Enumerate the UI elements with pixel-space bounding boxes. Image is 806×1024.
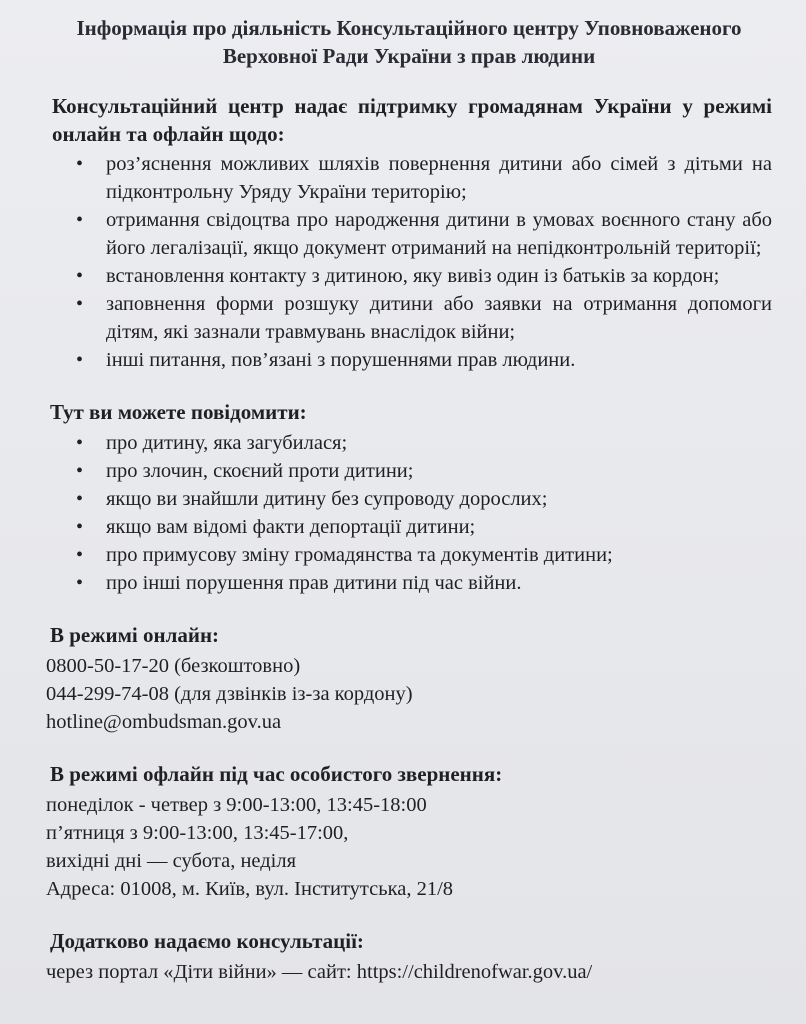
portal-line: через портал «Діти війни» — сайт: https://childrenofwar.gov.ua/ <box>46 961 593 983</box>
schedule-friday: п’ятниця з 9:00-13:00, 13:45-17:00, <box>46 822 349 844</box>
list-item: • про примусову зміну громадянства та документів дитини; <box>70 541 772 569</box>
list-item: • інші питання, пов’язані з порушеннями прав людини. <box>70 346 772 374</box>
document-title <box>46 14 772 70</box>
schedule-mon-thu: понеділок - четвер з 9:00-13:00, 13:45-18:00 <box>46 794 427 816</box>
services-list <box>46 150 772 374</box>
free-phone-number: 0800-50-17-20 (безкоштовно) <box>46 655 301 677</box>
abroad-phone-number: 044-299-74-08 (для дзвінків із-за кордону) <box>46 683 413 705</box>
offline-schedule <box>46 791 772 903</box>
online-contacts <box>46 652 772 736</box>
schedule-weekend: вихідні дні — субота, неділя <box>46 850 297 872</box>
list-item: • про злочин, скоєний проти дитини; <box>70 457 772 485</box>
intro-paragraph: Консультаційний центр надає підтримку громадянам України у режимі онлайн та офлайн щодо: <box>52 94 772 146</box>
list-item: • заповнення форми розшуку дитини або заявки на отримання допомоги дітям, які зазнали травмувань внаслідок війни; <box>70 290 772 346</box>
list-item: • встановлення контакту з дитиною, яку вивіз один із батьків за кордон; <box>70 262 772 290</box>
hotline-email: hotline@ombudsman.gov.ua <box>46 711 282 733</box>
list-item: • про інші порушення прав дитини під час війни. <box>70 569 772 597</box>
offline-heading: В режимі офлайн під час особистого звернення: <box>50 762 503 786</box>
list-item: • про дитину, яка загубилася; <box>70 429 772 457</box>
title-line-1: Інформація про діяльність Консультаційного центру Уповноваженого <box>76 16 742 40</box>
list-item: • якщо вам відомі факти депортації дитини; <box>70 513 772 541</box>
title-line-2: Верховної Ради України з прав людини <box>222 44 596 68</box>
list-item: • роз’яснення можливих шляхів повернення дитини або сімей з дітьми на підконтрольну Уряду України територію; <box>70 150 772 206</box>
list-item: • отримання свідоцтва про народження дитини в умовах воєнного стану або його легалізації, якщо документ отриманий на непідконтрольній території; <box>70 206 772 262</box>
report-list <box>46 429 772 597</box>
list-item: • якщо ви знайшли дитину без супроводу дорослих; <box>70 485 772 513</box>
extra-heading: Додатково надаємо консультації: <box>50 929 364 953</box>
office-address: Адреса: 01008, м. Київ, вул. Інститутська, 21/8 <box>46 878 454 900</box>
online-heading: В режимі онлайн: <box>50 623 220 647</box>
report-heading: Тут ви можете повідомити: <box>50 400 307 424</box>
